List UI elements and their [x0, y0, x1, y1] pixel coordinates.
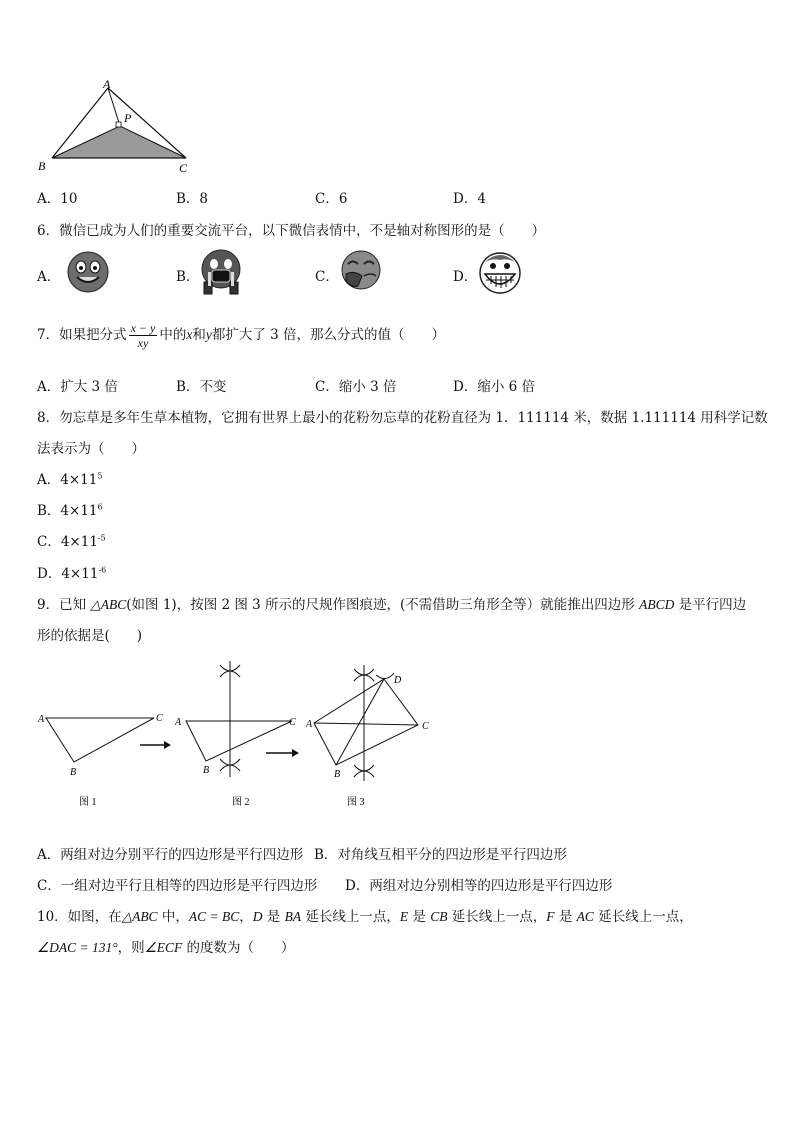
q9-fig1-a: A	[38, 714, 45, 725]
q8-option-d-exp: -6	[98, 565, 107, 575]
q9-figure-1	[37, 713, 163, 808]
q5-triangle-figure	[36, 78, 196, 174]
q10-angle-ecf: ∠ECF	[144, 940, 183, 955]
q5-option-a[interactable]: A．10	[37, 191, 78, 207]
q8-option-a-exp: 5	[97, 471, 103, 481]
q10-point-e: E	[399, 909, 409, 924]
q10-t8: 是	[554, 909, 577, 925]
q7-var-y: y	[205, 327, 212, 342]
q7-mid1: 中的	[159, 327, 187, 343]
q10-seg-cb: CB	[430, 909, 448, 924]
q9-caption-2: 图 2	[232, 797, 250, 808]
q9-option-a[interactable]: A．两组对边分别平行的四边形是平行四边形	[37, 847, 304, 863]
q7-option-c[interactable]: C．缩小 3 倍	[315, 379, 397, 395]
q9-text-a: 9．已知	[37, 597, 91, 613]
q10-t11: 的度数为（ ）	[182, 940, 295, 956]
q10-t2: 中，	[157, 909, 189, 925]
arrow-right-icon-2	[292, 749, 299, 757]
q7-var-x: x	[186, 327, 193, 342]
q8-stem-line1: 8．勿忘草是多年生草本植物，它拥有世界上最小的花粉勿忘草的花粉直径为 1．111114 米，数据 1.111114 用科学记数	[37, 410, 768, 426]
grinning-face-icon[interactable]	[477, 250, 523, 296]
q6-option-d-label[interactable]: D．	[453, 269, 478, 285]
q10-t10: ，则	[117, 940, 145, 956]
q10-stem-line1	[37, 905, 693, 925]
q9-construction-figures	[34, 655, 454, 815]
q9-figure-2	[174, 661, 296, 808]
q9-option-c[interactable]: C．一组对边平行且相等的四边形是平行四边形	[37, 878, 318, 894]
q8-option-b[interactable]	[37, 499, 103, 519]
q9-fig2-b: B	[203, 765, 210, 776]
q7-mid2: 和	[192, 327, 206, 343]
q10-point-d: D	[252, 909, 263, 924]
q6-stem: 6．微信已成为人们的重要交流平台，以下微信表情中，不是轴对称图形的是（ ）	[37, 223, 546, 239]
q10-angle-dac: ∠DAC = 131°	[37, 940, 118, 955]
q7-suffix: 都扩大了 3 倍，那么分式的值（ ）	[211, 327, 446, 343]
q10-triangle-abc: △ABC	[121, 909, 158, 924]
q10-equation: AC = BC	[188, 909, 240, 924]
q6-option-a-label[interactable]: A．	[37, 269, 61, 285]
q9-caption-1: 图 1	[79, 797, 97, 808]
q9-text-b: (如图 1)，按图 2 图 3 所示的尺规作图痕迹，(不需借助三角形全等）就能推出四边形	[126, 597, 640, 613]
q10-t1: 10．如图，在	[37, 909, 122, 925]
q8-option-c-base: C．4×11	[37, 534, 98, 550]
q9-text-c: 是平行四边	[674, 597, 747, 613]
q10-seg-ba: BA	[284, 909, 302, 924]
q9-fig2-a: A	[175, 717, 182, 728]
q8-stem-line2: 法表示为（ ）	[37, 441, 145, 457]
q7-prefix: 7．如果把分式	[37, 327, 127, 343]
q10-stem-line2	[37, 936, 295, 956]
q7-option-a[interactable]: A．扩大 3 倍	[37, 379, 118, 395]
q9-stem-line2: 形的依据是( )	[37, 628, 143, 644]
q7-fraction-denominator: xy	[137, 336, 149, 350]
q8-option-a[interactable]	[37, 468, 102, 488]
q9-option-d[interactable]: D．两组对边分别相等的四边形是平行四边形	[345, 878, 613, 894]
q7-option-d[interactable]: D．缩小 6 倍	[453, 379, 535, 395]
q8-option-d-base: D．4×11	[37, 566, 99, 582]
q5-option-d[interactable]: D．4	[453, 191, 486, 207]
q10-t5: 延长线上一点，	[301, 909, 400, 925]
q7-option-b[interactable]: B．不变	[176, 379, 227, 395]
q9-fig3-b: B	[334, 769, 341, 780]
q7-fraction-numerator: x − y	[130, 321, 156, 335]
q9-fig3-a: A	[306, 719, 313, 730]
q9-fig3-c: C	[422, 721, 429, 732]
q8-option-a-base: A．4×11	[37, 472, 98, 488]
q8-option-b-base: B．4×11	[37, 503, 98, 519]
q9-quad-abcd: ABCD	[639, 597, 675, 612]
q7-stem	[37, 320, 445, 350]
q10-t6: 是	[408, 909, 431, 925]
q5-option-c[interactable]: C．6	[315, 191, 348, 207]
q5-label-a: A	[103, 78, 111, 91]
q7-fraction	[129, 321, 158, 350]
q10-t7: 延长线上一点，	[447, 909, 547, 925]
q8-option-b-exp: 6	[97, 502, 103, 512]
arrow-right-icon	[164, 741, 171, 749]
q9-fig2-c: C	[289, 717, 296, 728]
q10-point-f: F	[546, 909, 555, 924]
q9-fig3-d: D	[394, 675, 402, 686]
q9-caption-3: 图 3	[347, 797, 365, 808]
q9-option-b[interactable]: B．对角线互相平分的四边形是平行四边形	[314, 847, 567, 863]
q8-option-c[interactable]	[37, 530, 106, 550]
q10-t3: ，	[239, 909, 253, 925]
q5-label-b: B	[38, 159, 46, 173]
q8-option-d[interactable]	[37, 562, 106, 582]
q9-stem-line1	[37, 593, 746, 613]
q9-triangle-abc: △ABC	[90, 597, 127, 612]
q6-option-b-label[interactable]: B．	[176, 269, 200, 285]
q9-fig1-b: B	[70, 767, 77, 778]
q9-figure-3	[305, 665, 429, 808]
q5-label-p: P	[124, 111, 132, 125]
q10-t9: 延长线上一点，	[593, 909, 693, 925]
smiling-face-icon[interactable]	[66, 250, 110, 294]
q8-option-c-exp: -5	[97, 533, 106, 543]
q9-fig1-c: C	[156, 713, 163, 724]
q10-seg-ac: AC	[576, 909, 594, 924]
crying-face-icon[interactable]	[198, 248, 244, 296]
q5-option-b[interactable]: B．8	[176, 191, 209, 207]
q10-t4: 是	[262, 909, 285, 925]
q5-label-c: C	[179, 161, 188, 174]
q6-option-c-label[interactable]: C．	[315, 269, 339, 285]
covering-mouth-face-icon[interactable]	[338, 250, 384, 294]
